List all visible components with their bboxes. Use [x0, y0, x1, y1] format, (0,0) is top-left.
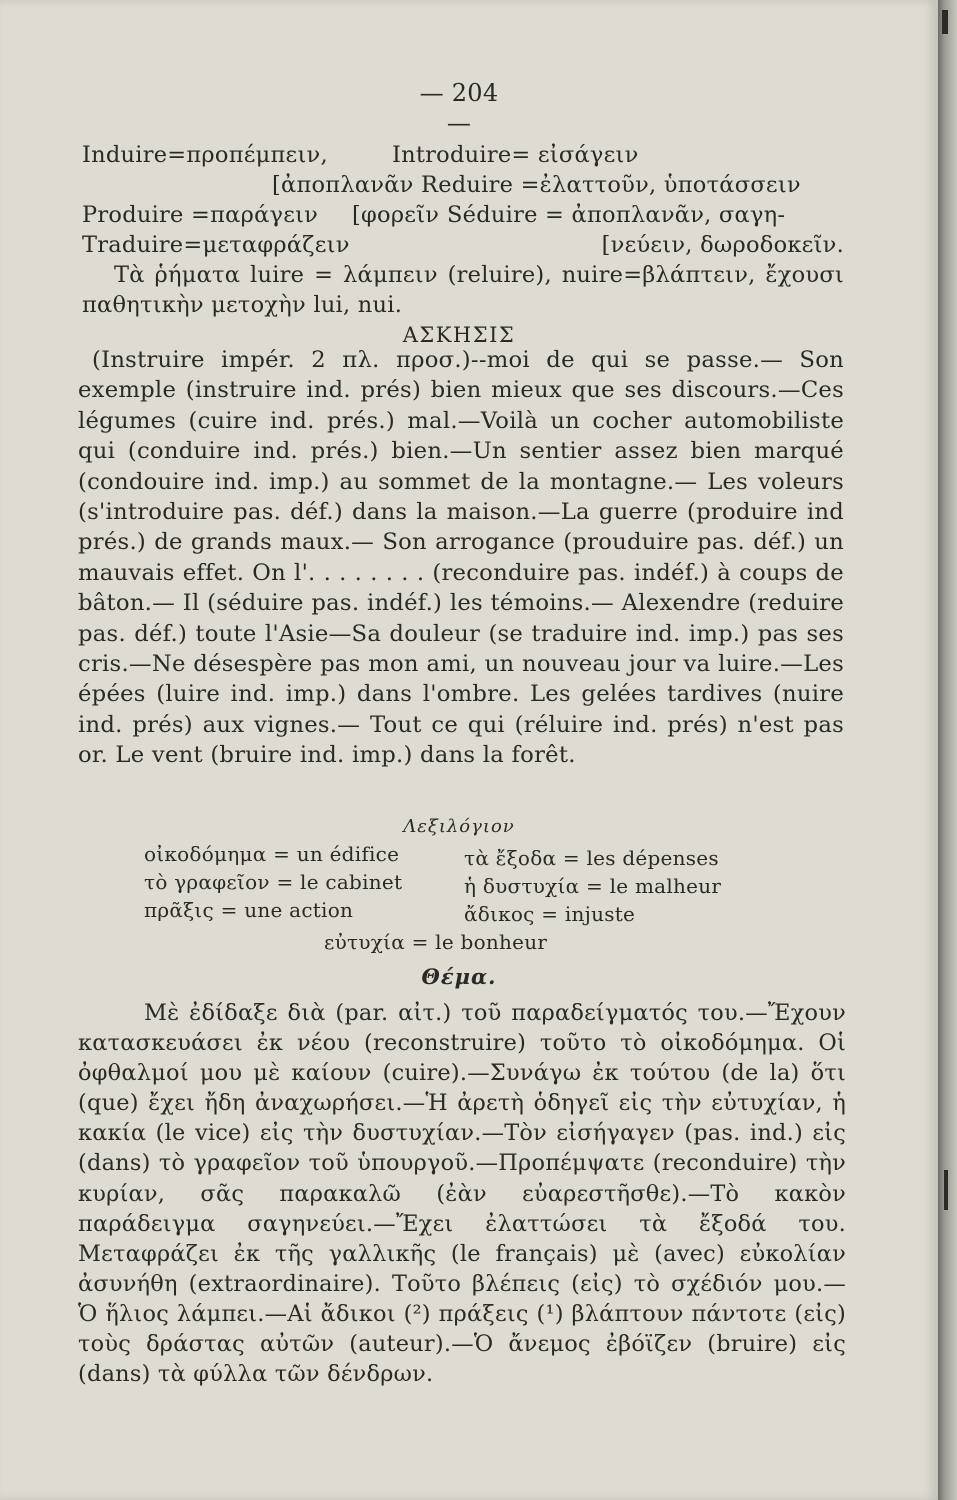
- glossary-entry: τὰ ἔξοδα = les dépenses: [464, 846, 719, 870]
- vocab-entry: [φορεῖν: [352, 202, 440, 228]
- glossary-heading: Λεξιλόγιον: [403, 816, 515, 837]
- vocab-entry: [ἀποπλανᾶν Reduire =ἐλαττοῦν, ὑποτάσσειν: [272, 172, 801, 198]
- theme-text: Μὲ ἐδίδαξε διὰ (par. αἰτ.) τοῦ παραδείγματός του.—Ἔχουν κατασκευάσει ἐκ νέου (reconstruire) τοῦτο τὸ οἰκοδόμημα. Οἱ ὀφθαλμοί μου μὲ καίουν (cuire).—Συνάγω ἐκ τούτου (de la) ὅτι (que) ἔχει ἤδη ἀναχωρήσει.—Ἡ ἀρετὴ ὁδηγεῖ εἰς τὴν εὐτυχίαν, ἡ κακία (le vice) εἰς τὴν δυστυχίαν.—Τὸν εἰσήγαγεν (pas. ind.) εἰς (dans) τὸ γραφεῖον τοῦ ὑπουργοῦ.—Προπέμψατε (reconduire) τὴν κυρίαν, σᾶς παρακαλῶ (ἐὰν εὐαρεστῆσθε).—Τὸ κακὸν παράδειγμα σαγηνεύει.—Ἔχει ἐλαττώσει τὰ ἔξοδά του. Μεταφράζει ἐκ τῆς γαλλικῆς (le français) μὲ (avec) εὐκολίαν ἀσυνήθη (extraordinaire). Τοῦτο βλέπεις (εἰς) τὸ σχέδιόν μου.— Ὁ ἥλιος λάμπει.—Αἱ ἄδικοι (²) πράξεις (¹) βλάπτουν πάντοτε (εἰς) τοὺς δράστας αὐτῶν (auteur).—Ὁ ἄνεμος ἐβόϊζεν (bruire) εἰς (dans) τὰ φύλλα τῶν δένδρων.: [78, 1000, 846, 1388]
- glossary-entry: οἰκοδόμημα = un édifice: [144, 842, 400, 866]
- page-edge: [938, 0, 957, 1500]
- vocab-entry: [νεύειν, δωροδοκεῖν.: [601, 232, 844, 258]
- exercise-heading: ΑΣΚΗΣΙΣ: [402, 323, 516, 347]
- vocab-line: [82, 230, 844, 260]
- vocab-entry: Induire=προπέμπειν,: [82, 142, 328, 168]
- exercise-text: (Instruire impér. 2 πλ. προσ.)--moi de qui se passe.— Son exemple (instruire ind. prés) bien mieux que ses discours.—Ces légumes (cuire ind. prés.) mal.—Voilà un cocher automobiliste qui (conduire ind. prés.) bien.—Un sentier assez bien marqué (condouire ind. imp.) au sommet de la montagne.— Les voleurs (s'introduire pas. déf.) dans la maison.—La guerre (produire ind prés.) de grands maux.— Son arrogance (prouduire pas. déf.) un mauvais effet. On l'. . . . . . . . (reconduire pas. indéf.) à coups de bâton.— Il (séduire pas. indéf.) les témoins.— Alexendre (reduire pas. déf.) toute l'Asie—Sa douleur (se traduire ind. imp.) pas ses cris.—Ne désespère pas mon ami, un nouveau jour va luire.—Les épées (luire ind. imp.) dans l'ombre. Les gelées tardives (nuire ind. prés) aux vignes.— Tout ce qui (réluire ind. prés) n'est pas or. Le vent (bruire ind. imp.) dans la forêt.: [78, 347, 844, 769]
- vocab-line: [82, 140, 844, 170]
- glossary-entry: ἄδικος = injuste: [464, 902, 636, 926]
- glossary-entry: ἡ δυστυχία = le malheur: [464, 874, 722, 898]
- glossary-entry: πρᾶξις = une action: [144, 898, 354, 922]
- vocab-entry: Introduire= εἰσάγειν: [392, 142, 639, 168]
- vocab-entry: Produire =παράγειν: [82, 202, 319, 228]
- grammar-note: Τὰ ῥήματα luire = λάμπειν (reluire), nuire=βλάπτειν, ἔχουσι παθητικὴν μετοχὴν lui, nui.: [82, 262, 844, 318]
- vocab-entry: Séduire = ἀποπλανᾶν, σαγη-: [447, 202, 786, 228]
- margin-mark: [944, 1170, 948, 1210]
- theme-heading: Θέμα.: [421, 964, 497, 989]
- vocab-line: [82, 170, 844, 200]
- margin-mark: [942, 10, 948, 34]
- page-number: — 204 —: [419, 79, 499, 137]
- glossary-entry: τὸ γραφεῖον = le cabinet: [144, 870, 403, 894]
- vocab-line: [82, 200, 844, 230]
- glossary-entry: εὐτυχία = le bonheur: [324, 930, 548, 954]
- vocabulary-list: [82, 140, 844, 260]
- vocab-entry: Traduire=μεταφράζειν: [82, 232, 350, 258]
